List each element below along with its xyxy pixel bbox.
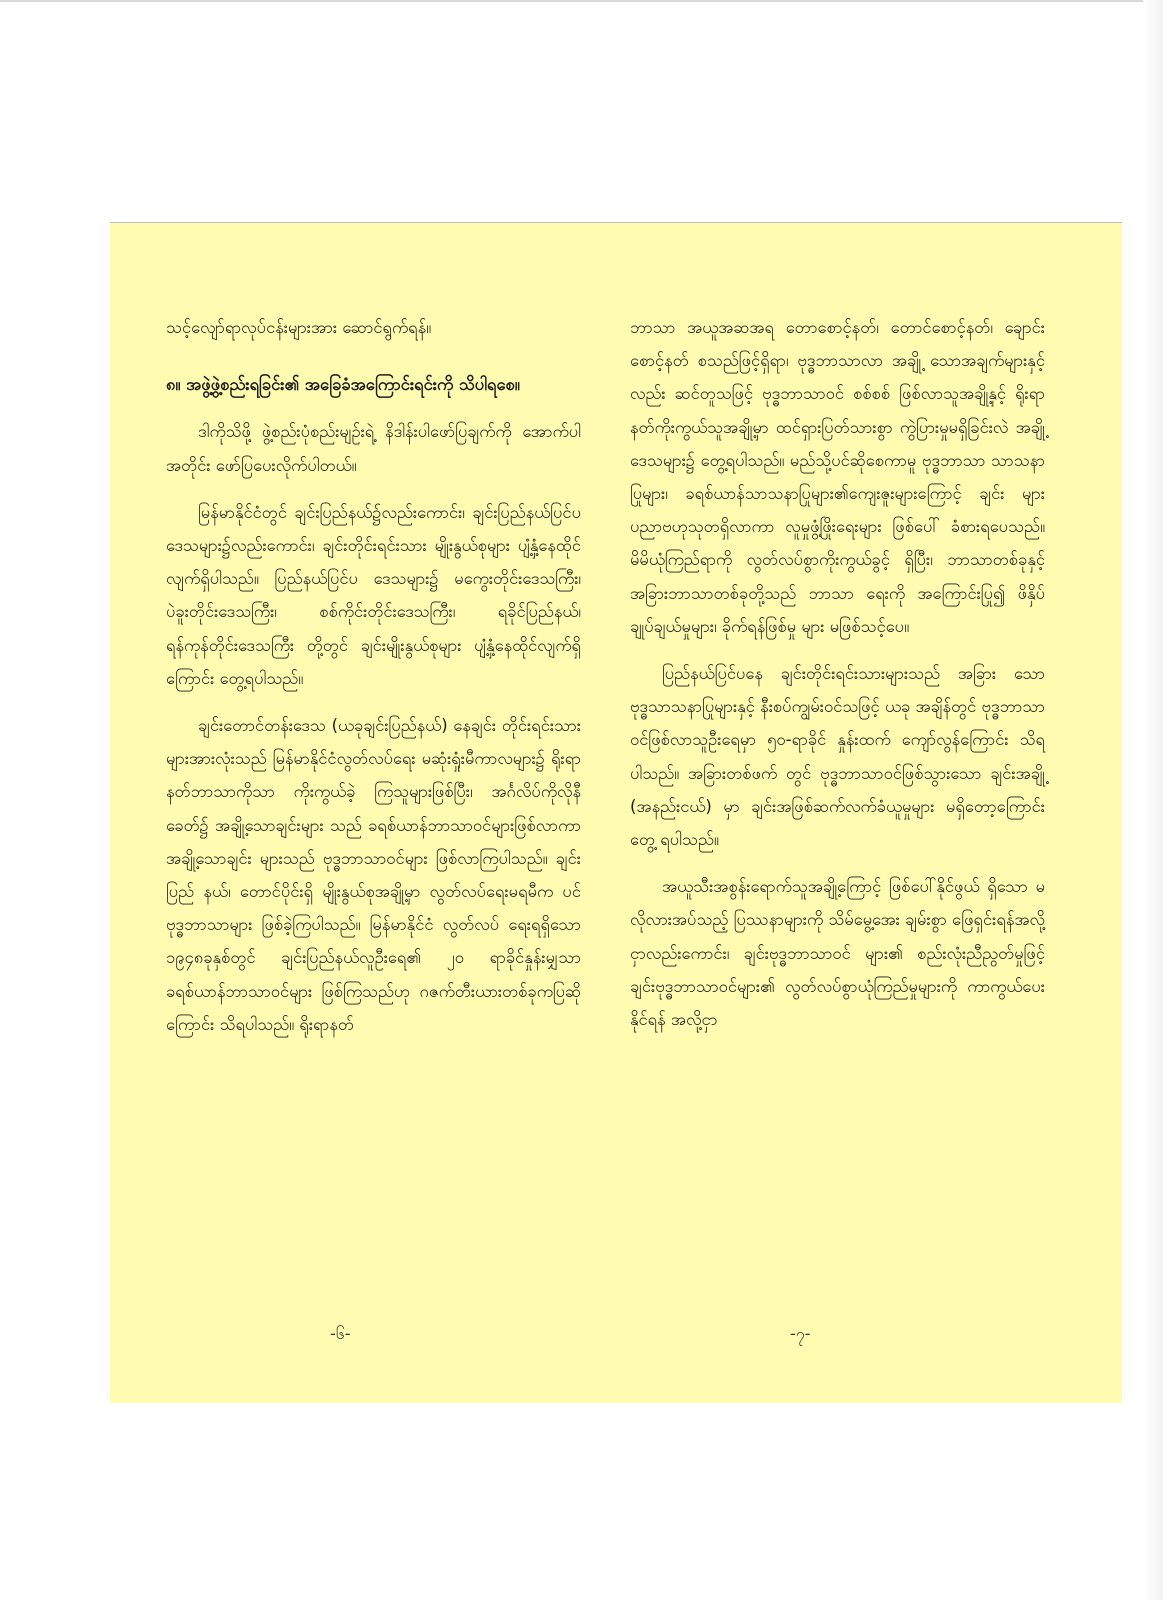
paragraph-continuation: ဘာသာ အယူအဆအရ တောစောင့်နတ်၊ တောင်စောင့်နတ်၊ ချောင်းစောင့်နတ် စသည်ဖြင့်ရှိရာ၊ ဗုဒ္ဓဘာသာလာ အချို့ သောအချက်များနှင့်လည်း ဆင်တူသဖြင့် ဗုဒ္ဓဘာသာဝင် စစ်စစ် ဖြစ်လာသူအချို့နှင့် ရိုးရာနတ်ကိုးကွယ်သူအချို့မှာ ထင်ရှားပြတ်သားစွာ ကွဲပြားမှုမရှိခြင်းလဲ အချို့ဒေသများ၌ တွေ့ရပါသည်။ မည်သို့ပင်ဆိုစေကာမူ ဗုဒ္ဓဘာသာ သာသနာ ပြုများ၊ ခရစ်ယာန်သာသနာပြုများ၏ကျေးဇူးများကြောင့် ချင်း များ ပညာဗဟုသုတရှိလာကာ လူမှုဖွံ့ဖြိုးရေးများ ဖြစ်ပေါ် ခံစားရပေသည်။ မိမိယုံကြည်ရာကို လွတ်လပ်စွာကိုးကွယ်ခွင့် ရှိပြီး၊ ဘာသာတစ်ခုနှင့် အခြားဘာသာတစ်ခုတို့သည် ဘာသာ ရေးကို အကြောင်းပြု၍ ဖိနှိပ်ချုပ်ချယ်မှုများ၊ ခိုက်ရန်ဖြစ်မှု များ မဖြစ်သင့်ပေ။ [630, 318, 1045, 636]
scanner-margin [1143, 0, 1163, 1600]
scan-edge [0, 0, 1163, 14]
left-page-column [166, 311, 581, 1041]
right-page-column [630, 311, 1045, 1036]
paragraph: မြန်မာနိုင်ငံတွင် ချင်းပြည်နယ်၌လည်းကောင်း၊ ချင်းပြည်နယ်ပြင်ပဒေသများ၌လည်းကောင်း၊ ချင်းတိုင်းရင်းသား မျိုးနွယ်စုများ ပျံ့နှံ့နေထိုင်လျက်ရှိပါသည်။ ပြည်နယ်ပြင်ပ ဒေသများ၌ မကွေးတိုင်းဒေသကြီး၊ ပဲခူးတိုင်းဒေသကြီး၊ စစ်ကိုင်းတိုင်းဒေသကြီး၊ ရခိုင်ပြည်နယ်၊ ရန်ကုန်တိုင်းဒေသကြီး တို့တွင် ချင်းမျိုးနွယ်စုများ ပျံ့နှံ့နေထိုင်လျက်ရှိကြောင်း တွေ့ရပါသည်။ [166, 502, 581, 688]
page-number-right: -၇- [790, 1324, 811, 1343]
paragraph: အယူသီးအစွန်းရောက်သူအချို့ကြောင့် ဖြစ်ပေါ်နိုင်ဖွယ် ရှိသော မလိုလားအပ်သည့် ပြဿနာများကို သိမ်မွေ့အေး ချမ်းစွာ ဖြေရှင်းရန်အလို့ငှာလည်းကောင်း၊ ချင်းဗုဒ္ဓဘာသာဝင် များ၏ စည်းလုံးညီညွတ်မှုဖြင့် ချင်းဗုဒ္ဓဘာသာဝင်များ၏ လွတ်လပ်စွာယုံကြည်မှုများကို ကာကွယ်ပေးနိုင်ရန် အလို့ငှာ [630, 877, 1045, 1030]
paragraph: ဒါကိုသိဖို့ ဖွဲ့စည်းပုံစည်းမျဉ်းရဲ့ နိဒါန်းပါဖော်ပြချက်ကို အောက်ပါအတိုင်း ဖော်ပြပေးလိုက်ပါတယ်။ [166, 422, 581, 475]
page-number-left: -၆- [330, 1324, 351, 1343]
section-heading: ၈။ အဖွဲ့ဖွဲ့စည်းရခြင်း၏ အခြေခံအကြောင်းရင်းကို သိပါရစေ။ [166, 375, 520, 395]
yellow-page-sheet [110, 222, 1122, 1403]
paragraph: ပြည်နယ်ပြင်ပနေ ချင်းတိုင်းရင်းသားများသည် အခြား သော ဗုဒ္ဓသာသနာပြုများနှင့် နီးစပ်ကျွမ်းဝင်သဖြင့် ယခု အချိန်တွင် ဗုဒ္ဓဘာသာဝင်ဖြစ်လာသူဦးရေမှာ ၅၀-ရာခိုင် နှုန်းထက် ကျော်လွန်ကြောင်း သိရပါသည်။ အခြားတစ်ဖက် တွင် ဗုဒ္ဓဘာသာဝင်ဖြစ်သွားသော ချင်းအချို့ (အနည်းငယ်) မှာ ချင်းအဖြစ်ဆက်လက်ခံယူမှုများ မရှိတော့ကြောင်း တွေ့ ရပါသည်။ [630, 664, 1045, 850]
paragraph-continuation: သင့်လျော်ရာလုပ်ငန်းများအား ဆောင်ရွက်ရန်။ [166, 318, 432, 337]
paragraph: ချင်းတောင်တန်းဒေသ (ယခုချင်းပြည်နယ်) နေချင်း တိုင်းရင်းသားများအားလုံးသည် မြန်မာနိုင်ငံလွတ်လပ်ရေး မဆုံးရှုံးမီကာလများ၌ ရိုးရာနတ်ဘာသာကိုသာ ကိုးကွယ်ခဲ့ ကြသူများဖြစ်ပြီး၊ အင်္ဂလိပ်ကိုလိုနီခေတ်၌ အချို့သောချင်းများ သည် ခရစ်ယာန်ဘာသာဝင်များဖြစ်လာကာ အချို့သောချင်း များသည် ဗုဒ္ဓဘာသာဝင်များ ဖြစ်လာကြပါသည်။ ချင်းပြည် နယ်၊ တောင်ပိုင်းရှိ မျိုးနွယ်စုအချို့မှာ လွတ်လပ်ရေးမရမီက ပင် ဗုဒ္ဓဘာသာများ ဖြစ်ခဲ့ကြပါသည်။ မြန်မာနိုင်ငံ လွတ်လပ် ရေးရရှိသော ၁၉၄၈ခုနှစ်တွင် ချင်းပြည်နယ်လူဦးရေ၏ ၂၀ ရာခိုင်နှုန်းမျှသာ ခရစ်ယာန်ဘာသာဝင်များ ဖြစ်ကြသည်ဟု ဂဇက်တီးယားတစ်ခုကပြဆိုကြောင်း သိရပါသည်။ ရိုးရာနတ် [166, 716, 581, 1034]
